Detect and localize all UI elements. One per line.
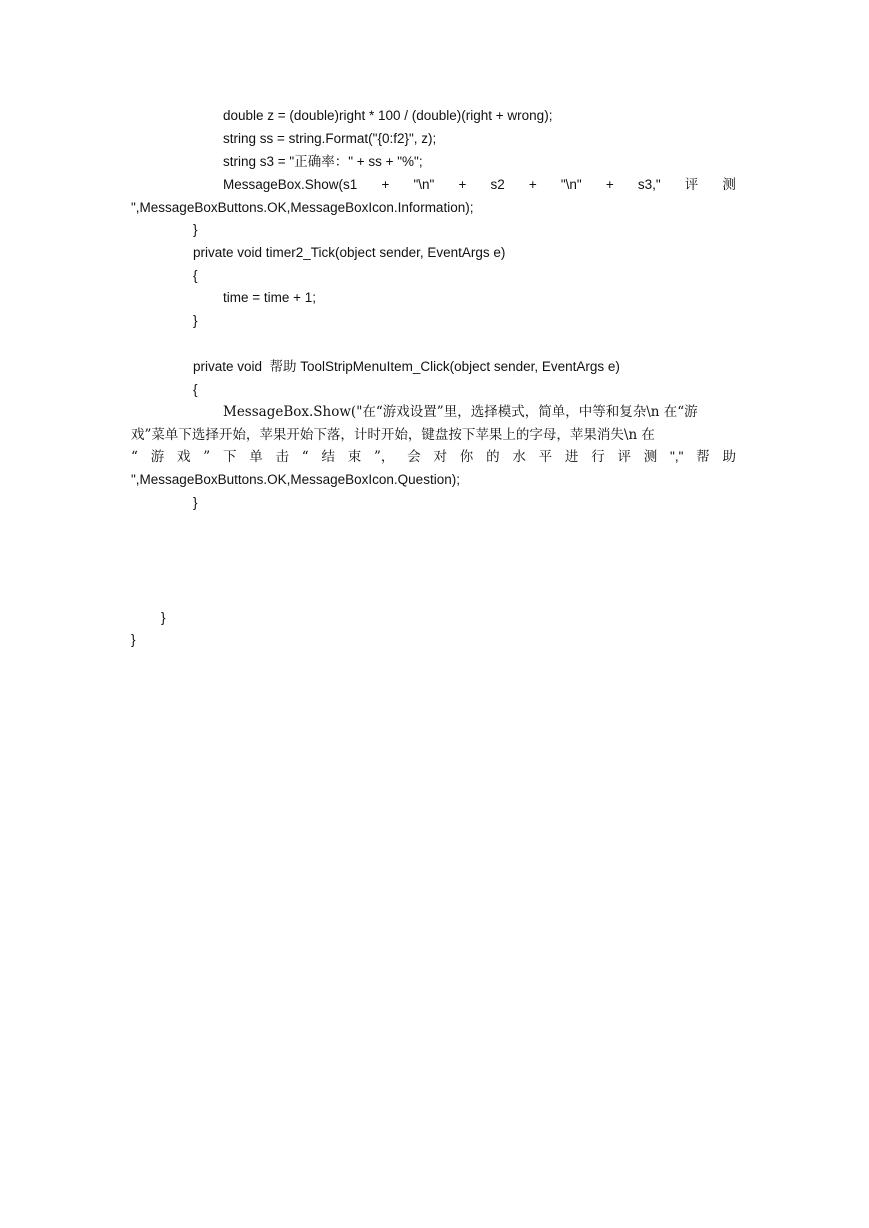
code-token: 助: [722, 449, 736, 465]
code-token: 测: [643, 449, 658, 465]
code-token: 评: [617, 449, 631, 465]
code-line-17: }: [193, 495, 198, 510]
code-token: +: [458, 177, 467, 192]
code-token: 平: [538, 449, 553, 465]
code-token: 游: [150, 449, 165, 465]
code-token: 的: [486, 449, 500, 465]
code-line-12: {: [193, 382, 198, 397]
code-line-14: 戏”菜单下选择开始，苹果开始下落，计时开始，键盘按下苹果上的字母，苹果消失\n 在: [131, 427, 655, 443]
code-line-2: string ss = string.Format("{0:f2}", z);: [223, 131, 437, 146]
code-token: “: [131, 449, 138, 465]
code-token: 单: [249, 449, 263, 465]
code-token: 帮: [696, 449, 710, 465]
code-line-8: {: [193, 268, 198, 283]
code-line-10: }: [193, 313, 198, 328]
code-token: +: [528, 177, 537, 192]
code-token: 下: [222, 449, 237, 465]
code-token: +: [381, 177, 390, 192]
code-line-6: }: [193, 222, 198, 237]
code-token: 会: [407, 449, 421, 465]
code-token: 束: [347, 449, 362, 465]
code-line-5: ",MessageBoxButtons.OK,MessageBoxIcon.Information);: [131, 200, 474, 215]
code-token: MessageBox.Show(s1: [223, 177, 358, 192]
code-token: 评: [684, 177, 699, 193]
code-line-1: double z = (double)right * 100 / (double)(right + wrong);: [223, 108, 553, 123]
code-token: ”，: [374, 449, 395, 465]
code-line-3: string s3 = "正确率：" + ss + "%";: [223, 154, 423, 169]
code-token: s3,": [637, 177, 661, 192]
code-token: “: [301, 449, 309, 465]
code-line-4: [223, 176, 736, 194]
code-token: 水: [512, 449, 526, 465]
code-token: 击: [275, 449, 289, 465]
code-token: 戏: [176, 449, 191, 465]
code-line-11: private void 帮助 ToolStripMenuItem_Click(object sender, EventArgs e): [193, 359, 620, 374]
code-line-18: }: [161, 610, 166, 625]
code-line-15: [131, 448, 736, 466]
code-token: s2: [490, 177, 505, 192]
code-line-19: }: [131, 632, 136, 647]
code-token: 测: [722, 177, 736, 193]
code-token: 你: [459, 449, 474, 465]
code-token: 对: [433, 449, 447, 465]
code-token: 行: [591, 449, 605, 465]
code-line-13: MessageBox.Show("在“游戏设置”里，选择模式，简单，中等和复杂\n 在“游: [223, 404, 698, 420]
code-token: "\n": [560, 177, 582, 192]
code-line-9: time = time + 1;: [223, 290, 317, 305]
code-line-7: private void timer2_Tick(object sender, EventArgs e): [193, 245, 506, 260]
code-token: 进: [564, 449, 579, 465]
code-token: ”: [203, 449, 211, 465]
code-token: +: [605, 177, 614, 192]
code-token: ",": [670, 449, 684, 464]
code-line-16: ",MessageBoxButtons.OK,MessageBoxIcon.Question);: [131, 472, 460, 487]
code-token: "\n": [413, 177, 435, 192]
code-token: 结: [321, 449, 335, 465]
